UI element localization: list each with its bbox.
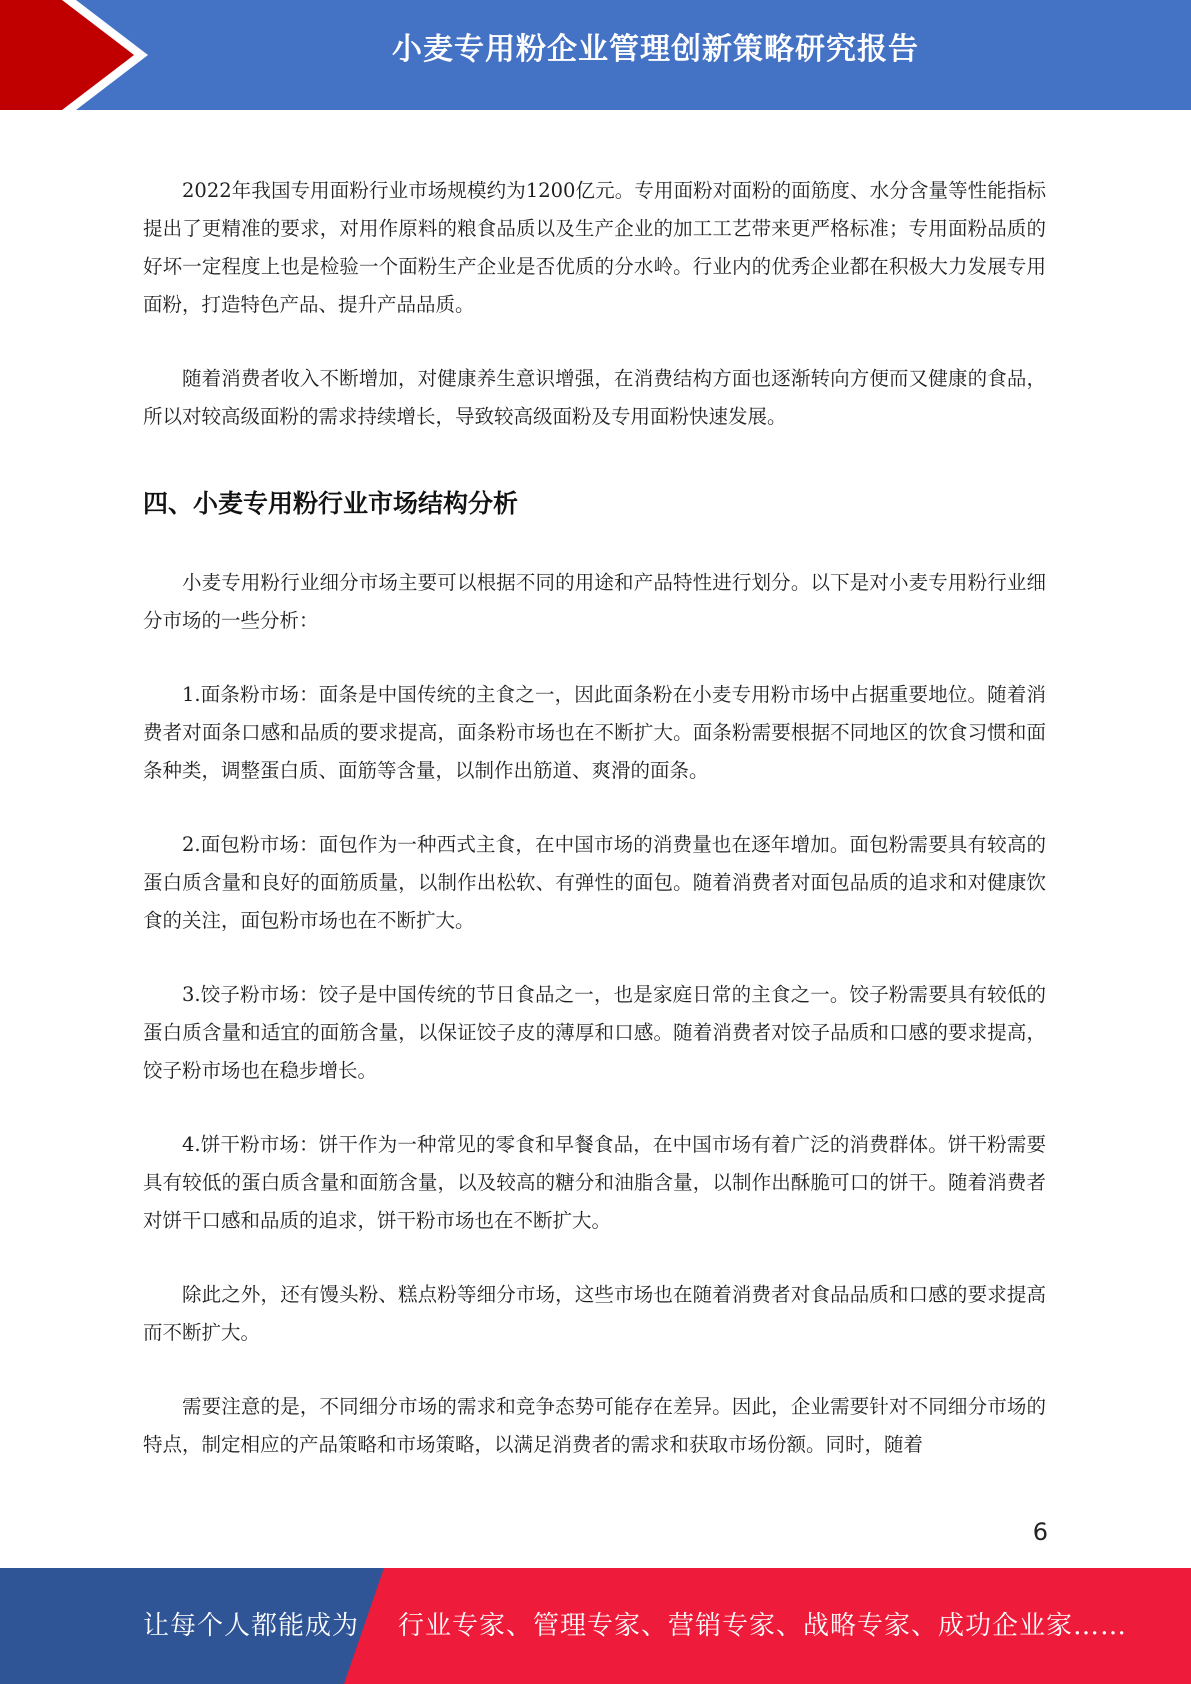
page-header: [0, 0, 1191, 110]
paragraph-consumer-trend: 随着消费者收入不断增加，对健康养生意识增强，在消费结构方面也逐渐转向方便而又健康的食品，所以对较高级面粉的需求持续增长，导致较高级面粉及专用面粉快速发展。: [143, 367, 1046, 428]
footer-slogan-right: 行业专家、管理专家、营销专家、战略专家、成功企业家……: [398, 1611, 1128, 1641]
page-footer: [0, 1568, 1191, 1684]
paragraph-market-size: 2022年我国专用面粉行业市场规模约为1200亿元。专用面粉对面粉的面筋度、水分含量等性能指标提出了更精准的要求，对用作原料的粮食品质以及生产企业的加工工艺带来更严格标准；专用面粉品质的好坏一定程度上也是检验一个面粉生产企业是否优质的分水岭。行业内的优秀企业都在积极大力发展专用面粉，打造特色产品、提升产品品质。: [143, 179, 1046, 316]
paragraph-bread-flour: 2.面包粉市场：面包作为一种西式主食，在中国市场的消费量也在逐年增加。面包粉需要具有较高的蛋白质含量和良好的面筋质量，以制作出松软、有弹性的面包。随着消费者对面包品质的追求和对健康饮食的关注，面包粉市场也在不断扩大。: [143, 833, 1046, 932]
paragraph-intro: 小麦专用粉行业细分市场主要可以根据不同的用途和产品特性进行划分。以下是对小麦专用粉行业细分市场的一些分析：: [143, 571, 1046, 632]
paragraph-other-segments: 除此之外，还有馒头粉、糕点粉等细分市场，这些市场也在随着消费者对食品品质和口感的要求提高而不断扩大。: [143, 1283, 1046, 1344]
page-number: 6: [1032, 1518, 1048, 1546]
document-body: [143, 172, 1046, 1500]
header-chevron-icon: [0, 0, 160, 110]
paragraph-note: 需要注意的是，不同细分市场的需求和竞争态势可能存在差异。因此，企业需要针对不同细分市场的特点，制定相应的产品策略和市场策略，以满足消费者的需求和获取市场份额。同时，随着: [143, 1395, 1046, 1456]
report-title: 小麦专用粉企业管理创新策略研究报告: [392, 32, 919, 67]
paragraph-noodle-flour: 1.面条粉市场：面条是中国传统的主食之一，因此面条粉在小麦专用粉市场中占据重要地位。随着消费者对面条口感和品质的要求提高，面条粉市场也在不断扩大。面条粉需要根据不同地区的饮食习惯和面条种类，调整蛋白质、面筋等含量，以制作出筋道、爽滑的面条。: [143, 683, 1046, 782]
section-heading: 四、小麦专用粉行业市场结构分析: [143, 489, 519, 518]
paragraph-dumpling-flour: 3.饺子粉市场：饺子是中国传统的节日食品之一，也是家庭日常的主食之一。饺子粉需要具有较低的蛋白质含量和适宜的面筋含量，以保证饺子皮的薄厚和口感。随着消费者对饺子品质和口感的要求提高，饺子粉市场也在稳步增长。: [143, 983, 1046, 1082]
footer-slogan-left: 让每个人都能成为: [143, 1611, 360, 1641]
paragraph-biscuit-flour: 4.饼干粉市场：饼干作为一种常见的零食和早餐食品，在中国市场有着广泛的消费群体。饼干粉需要具有较低的蛋白质含量和面筋含量，以及较高的糖分和油脂含量，以制作出酥脆可口的饼干。随着消费者对饼干口感和品质的追求，饼干粉市场也在不断扩大。: [143, 1133, 1046, 1232]
